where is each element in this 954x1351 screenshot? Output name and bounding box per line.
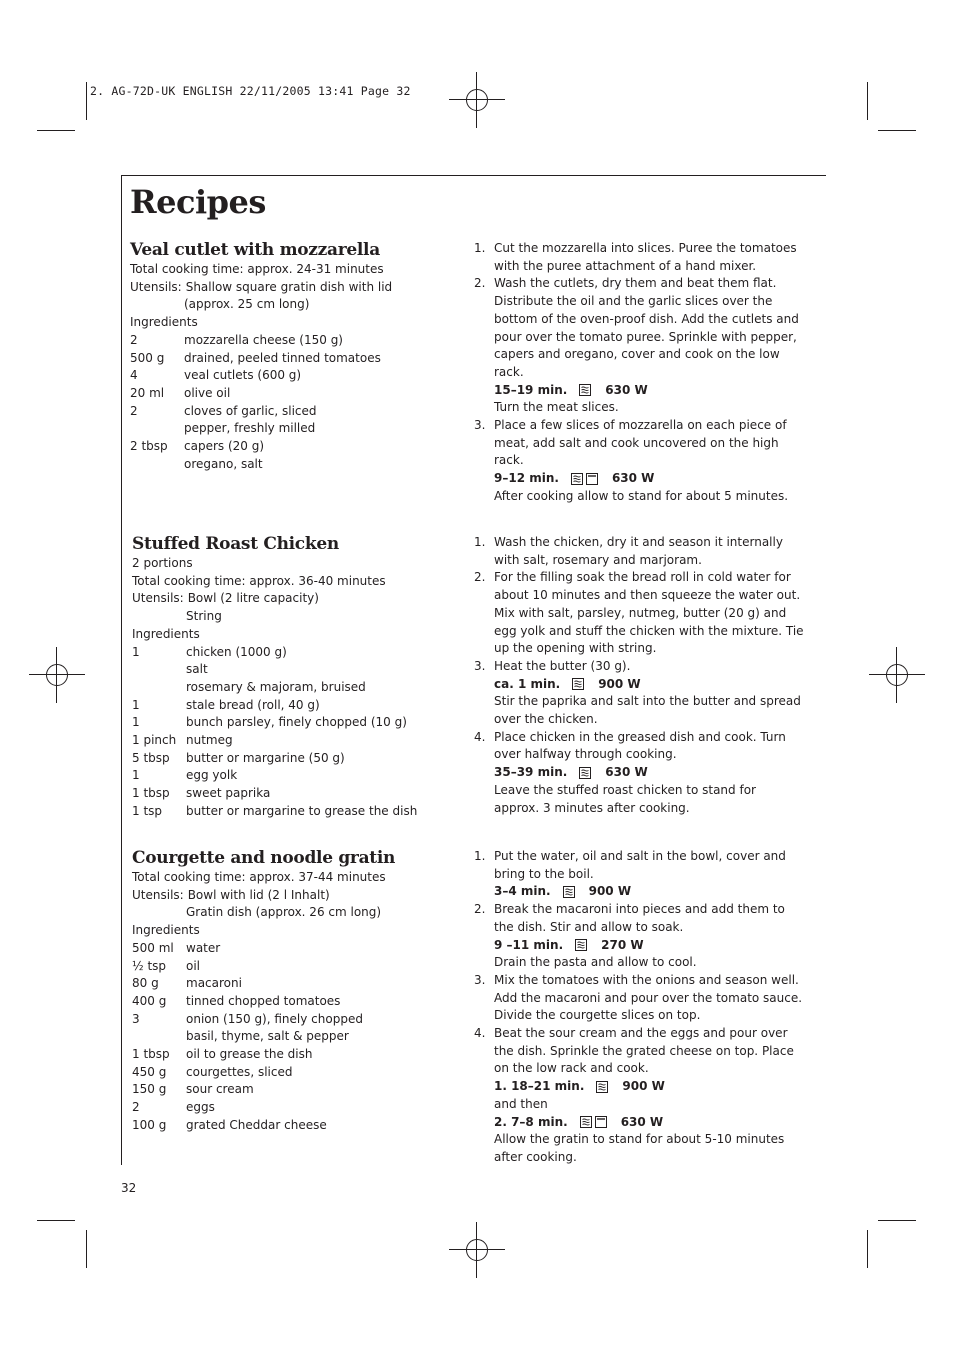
page-number: 32	[121, 1181, 137, 1195]
ingredient-name: eggs	[186, 1100, 215, 1115]
recipe-title: Stuffed Roast Chicken	[132, 534, 339, 554]
ingredient-name: sour cream	[186, 1082, 254, 1097]
method-step	[474, 972, 804, 1025]
step-note: Drain the pasta and allow to cool.	[494, 955, 697, 970]
ingredient-quantity: 500 ml	[132, 940, 174, 955]
ingredient-quantity: 400 g	[132, 993, 167, 1008]
utensil-item: String	[186, 609, 222, 624]
ingredient-name: drained, peeled tinned tomatoes	[184, 350, 381, 365]
ingredient-quantity: 1	[132, 715, 140, 730]
utensils-row	[132, 590, 452, 608]
cooking-time: 2. 7–8 min.	[494, 1114, 568, 1129]
ingredient-name: tinned chopped tomatoes	[186, 993, 341, 1008]
ingredient-row	[130, 385, 450, 403]
cooking-setting	[494, 1078, 804, 1096]
crop-mark	[86, 1230, 87, 1268]
step-text: Cut the mozzarella into slices. Puree the tomatoes with the puree attachment of a hand mixer.	[494, 241, 797, 273]
step-body	[494, 901, 804, 972]
ingredient-row	[132, 1046, 452, 1064]
ingredient-name: veal cutlets (600 g)	[184, 368, 302, 383]
setting-icons	[563, 886, 575, 898]
ingredient-quantity: ½ tsp	[132, 958, 167, 973]
ingredient-row	[132, 714, 452, 732]
ingredient-name: basil, thyme, salt & pepper	[186, 1029, 349, 1044]
ingredient-row	[132, 1117, 452, 1135]
utensil-item: Shallow square gratin dish with lid	[185, 279, 393, 294]
ingredient-row	[130, 420, 450, 438]
ingredient-row	[132, 697, 452, 715]
utensil-item: Bowl with lid (2 l Inhalt)	[187, 887, 330, 902]
setting-icons	[596, 1081, 608, 1093]
step-text: Heat the butter (30 g).	[494, 658, 631, 673]
method-steps	[474, 240, 804, 506]
ingredient-name: stale bread (roll, 40 g)	[186, 697, 320, 712]
crop-mark	[867, 1230, 868, 1268]
ingredient-name: butter or margarine to grease the dish	[186, 803, 418, 818]
ingredient-name: macaroni	[186, 976, 242, 991]
microwave-icon	[571, 473, 583, 485]
ingredient-row	[132, 1064, 452, 1082]
cooking-time: 9 –11 min.	[494, 937, 564, 952]
step-body	[494, 729, 804, 818]
ingredients-label: Ingredients	[132, 626, 200, 641]
ingredient-row	[132, 785, 452, 803]
ingredient-quantity	[132, 661, 186, 679]
ingredient-row	[132, 732, 452, 750]
ingredient-row	[132, 958, 452, 976]
ingredient-name: capers (20 g)	[184, 439, 265, 454]
ingredient-row	[132, 1028, 452, 1046]
step-number: 2.	[474, 276, 486, 291]
ingredient-name: oregano, salt	[184, 456, 263, 471]
ingredient-quantity	[130, 456, 184, 474]
ingredient-row	[132, 679, 452, 697]
method-step	[474, 275, 804, 417]
microwave-icon	[579, 384, 591, 396]
ingredient-quantity: 1	[132, 768, 140, 783]
setting-icons	[575, 939, 587, 951]
step-body	[494, 848, 804, 901]
step-body	[494, 972, 804, 1025]
ingredient-name: onion (150 g), finely chopped	[186, 1011, 363, 1026]
ingredient-name: nutmeg	[186, 733, 233, 748]
registration-mark-icon	[466, 89, 488, 111]
step-body	[494, 1025, 804, 1167]
ingredient-quantity: 2	[130, 332, 138, 347]
ingredient-quantity: 1 tbsp	[132, 1047, 170, 1062]
cooking-setting	[494, 676, 804, 694]
power-level: 900 W	[622, 1079, 665, 1094]
ingredient-quantity: 4	[130, 368, 138, 383]
step-text: Put the water, oil and salt in the bowl, cover and bring to the boil.	[494, 849, 786, 881]
step-note: Turn the meat slices.	[494, 400, 619, 415]
ingredient-row	[130, 438, 450, 456]
ingredient-row	[130, 332, 450, 350]
power-level: 900 W	[598, 676, 641, 691]
step-number: 3.	[474, 658, 486, 673]
step-text: Break the macaroni into pieces and add them to the dish. Stir and allow to soak.	[494, 902, 785, 934]
recipe-meta: 2 portions	[132, 556, 193, 570]
microwave-icon	[575, 939, 587, 951]
ingredient-row	[132, 767, 452, 785]
ingredient-name: salt	[186, 662, 208, 677]
ingredient-row	[132, 1011, 452, 1029]
ingredient-row	[132, 661, 452, 679]
recipe-title: Veal cutlet with mozzarella	[130, 240, 380, 260]
step-note: After cooking allow to stand for about 5 minutes.	[494, 488, 789, 503]
ingredient-quantity: 450 g	[132, 1064, 167, 1079]
crop-mark	[37, 130, 75, 131]
printer-slug: 2. AG-72D-UK ENGLISH 22/11/2005 13:41 Page 32	[90, 84, 411, 98]
ingredient-quantity: 100 g	[132, 1117, 167, 1132]
ingredient-row	[132, 803, 452, 821]
utensil-item: Bowl (2 litre capacity)	[187, 591, 319, 606]
ingredient-name: butter or margarine (50 g)	[186, 750, 345, 765]
utensils-label: Utensils:	[130, 279, 182, 294]
recipe-method-chicken	[474, 534, 804, 817]
ingredient-name: egg yolk	[186, 768, 238, 783]
step-number: 1.	[474, 241, 486, 255]
step-note: Allow the gratin to stand for about 5-10 minutes after cooking.	[494, 1132, 785, 1164]
power-level: 630 W	[611, 471, 655, 486]
method-step	[474, 848, 804, 901]
setting-icons	[580, 1116, 607, 1128]
step-body	[494, 658, 804, 729]
setting-icons	[579, 767, 591, 779]
page-title: Recipes	[130, 183, 266, 221]
setting-icons	[572, 678, 584, 690]
power-level: 270 W	[601, 937, 644, 952]
step-text: Place a few slices of mozzarella on each piece of meat, add salt and cook uncovered on the high rack.	[494, 418, 787, 468]
recipe-ingredients-gratin	[132, 847, 452, 1135]
cooking-setting	[494, 764, 804, 782]
ingredient-row	[132, 993, 452, 1011]
ingredient-row	[132, 644, 452, 662]
cooking-time: ca. 1 min.	[494, 676, 561, 691]
ingredient-name: chicken (1000 g)	[186, 644, 287, 659]
ingredient-row	[132, 750, 452, 768]
ingredient-quantity: 2	[130, 403, 138, 418]
method-step	[474, 569, 804, 658]
ingredient-quantity: 500 g	[130, 350, 165, 365]
ingredient-quantity: 1	[132, 697, 140, 712]
ingredient-quantity	[132, 1028, 186, 1046]
step-number: 4.	[474, 1026, 486, 1041]
ingredient-quantity: 1 tsp	[132, 803, 163, 818]
registration-mark-icon	[886, 664, 908, 686]
crop-mark	[878, 130, 916, 131]
ingredients-label: Ingredients	[130, 315, 198, 330]
method-step	[474, 417, 804, 506]
recipe-method-veal	[474, 240, 804, 506]
step-text: Mix the tomatoes with the onions and season well. Add the macaroni and pour over the tomato sauce. Divide the courgette slices on top.	[494, 972, 803, 1023]
recipe-meta: Total cooking time: approx. 36-40 minutes	[132, 573, 386, 588]
step-number: 3.	[474, 972, 486, 987]
cooking-setting	[494, 1114, 804, 1132]
method-steps	[474, 848, 804, 1167]
step-body	[494, 569, 804, 658]
ingredient-row	[132, 1099, 452, 1117]
method-step	[474, 240, 804, 275]
ingredient-quantity: 150 g	[132, 1082, 167, 1097]
power-level: 630 W	[620, 1114, 664, 1129]
step-note: Leave the stuffed roast chicken to stand for approx. 3 minutes after cooking.	[494, 782, 756, 815]
ingredient-quantity: 2 tbsp	[130, 439, 168, 454]
cooking-setting	[494, 883, 804, 901]
recipe-ingredients-veal	[130, 239, 450, 473]
step-number: 2.	[474, 570, 486, 585]
ingredient-name: oil	[186, 958, 201, 973]
step-body	[494, 534, 804, 569]
frame-rule-top	[121, 175, 826, 176]
ingredient-name: olive oil	[184, 385, 231, 400]
method-step	[474, 901, 804, 972]
step-text: Place chicken in the greased dish and cook. Turn over halfway through cooking.	[494, 729, 786, 762]
ingredient-quantity: 1	[132, 644, 140, 659]
crop-mark	[878, 1220, 916, 1221]
ingredient-quantity: 1 pinch	[132, 733, 177, 748]
step-number: 2.	[474, 902, 486, 917]
ingredient-name: courgettes, sliced	[186, 1064, 293, 1079]
step-body	[494, 275, 804, 417]
cooking-time: 1. 18–21 min.	[494, 1079, 585, 1094]
cooking-setting	[494, 470, 804, 488]
grill-icon	[586, 473, 598, 485]
ingredient-quantity	[130, 420, 184, 438]
ingredient-row	[132, 940, 452, 958]
cooking-time: 3–4 min.	[494, 884, 551, 899]
ingredient-quantity: 20 ml	[130, 385, 165, 400]
step-text: Wash the chicken, dry it and season it internally with salt, rosemary and marjoram.	[494, 535, 783, 567]
step-body	[494, 417, 804, 506]
ingredient-name: mozzarella cheese (150 g)	[184, 332, 343, 347]
utensils-row	[130, 279, 450, 297]
method-step	[474, 534, 804, 569]
frame-rule-left	[121, 175, 122, 1165]
crop-mark	[37, 1220, 75, 1221]
step-text: Wash the cutlets, dry them and beat them flat. Distribute the oil and the garlic slices over the bottom of the oven-proof dish. Add the cutlets and pour over the tomato puree. Sprinkle with pepper, capers and oregano, cover and cook on the low rack.	[494, 276, 799, 379]
setting-icons	[571, 473, 598, 485]
ingredient-row	[130, 367, 450, 385]
utensils-row	[132, 887, 452, 905]
power-level: 630 W	[605, 382, 648, 397]
recipe-method-gratin	[474, 848, 804, 1167]
power-level: 630 W	[605, 765, 648, 780]
recipe-meta: Total cooking time: approx. 37-44 minutes	[132, 870, 386, 884]
ingredient-quantity: 1 tbsp	[132, 786, 170, 801]
ingredient-row	[130, 456, 450, 474]
crop-mark	[86, 82, 87, 120]
step-text: For the filling soak the bread roll in cold water for about 10 minutes and then squeeze the water out. Mix with salt, parsley, nutmeg, butter (20 g) and egg yolk and stuff the chicken with the mixture. Tie up the opening with string.	[494, 570, 804, 656]
cooking-time: 35–39 min.	[494, 765, 568, 780]
microwave-icon	[596, 1081, 608, 1093]
step-note: Stir the paprika and salt into the butter and spread over the chicken.	[494, 694, 801, 727]
microwave-icon	[563, 886, 575, 898]
utensils-label: Utensils:	[132, 591, 184, 606]
microwave-icon	[580, 1116, 592, 1128]
ingredient-name: bunch parsley, finely chopped (10 g)	[186, 715, 407, 730]
ingredient-name: oil to grease the dish	[186, 1047, 313, 1062]
ingredient-quantity: 80 g	[132, 976, 159, 991]
ingredient-row	[132, 975, 452, 993]
step-text: Beat the sour cream and the eggs and pour over the dish. Sprinkle the grated cheese on top. Place on the low rack and cook.	[494, 1026, 794, 1076]
method-step	[474, 658, 804, 729]
recipe-ingredients-chicken	[132, 533, 452, 821]
step-note: and then	[494, 1096, 548, 1111]
registration-mark-icon	[46, 664, 68, 686]
step-number: 1.	[474, 849, 486, 863]
ingredient-name: sweet paprika	[186, 786, 271, 801]
ingredient-name: rosemary & majoram, bruised	[186, 679, 366, 694]
utensils-label: Utensils:	[132, 887, 184, 902]
ingredient-quantity: 2	[132, 1100, 140, 1115]
step-number: 3.	[474, 418, 486, 433]
ingredient-row	[130, 350, 450, 368]
ingredient-row	[130, 403, 450, 421]
ingredient-name: pepper, freshly milled	[184, 421, 316, 436]
crop-mark	[867, 82, 868, 120]
ingredient-quantity: 3	[132, 1011, 140, 1026]
ingredient-name: water	[186, 940, 221, 955]
power-level: 900 W	[588, 884, 632, 899]
microwave-icon	[572, 678, 584, 690]
microwave-icon	[579, 767, 591, 779]
cooking-setting	[494, 937, 804, 955]
ingredient-quantity	[132, 679, 186, 697]
utensil-item: (approx. 25 cm long)	[184, 297, 310, 312]
step-number: 4.	[474, 729, 486, 744]
cooking-time: 9–12 min.	[494, 471, 559, 486]
ingredient-row	[132, 1081, 452, 1099]
recipe-title: Courgette and noodle gratin	[132, 848, 396, 868]
cooking-time: 15–19 min.	[494, 382, 568, 397]
method-steps	[474, 534, 804, 817]
recipe-meta: Total cooking time: approx. 24-31 minutes	[130, 262, 384, 276]
registration-mark-icon	[466, 1239, 488, 1261]
ingredient-name: grated Cheddar cheese	[186, 1117, 327, 1132]
ingredient-name: cloves of garlic, sliced	[184, 403, 317, 418]
setting-icons	[579, 384, 591, 396]
ingredient-quantity: 5 tbsp	[132, 750, 170, 765]
method-step	[474, 1025, 804, 1167]
grill-icon	[595, 1116, 607, 1128]
step-number: 1.	[474, 535, 486, 549]
method-step	[474, 729, 804, 818]
cooking-setting	[494, 382, 804, 400]
step-body	[494, 240, 804, 275]
ingredients-label: Ingredients	[132, 923, 200, 938]
utensil-item: Gratin dish (approx. 26 cm long)	[186, 905, 382, 920]
